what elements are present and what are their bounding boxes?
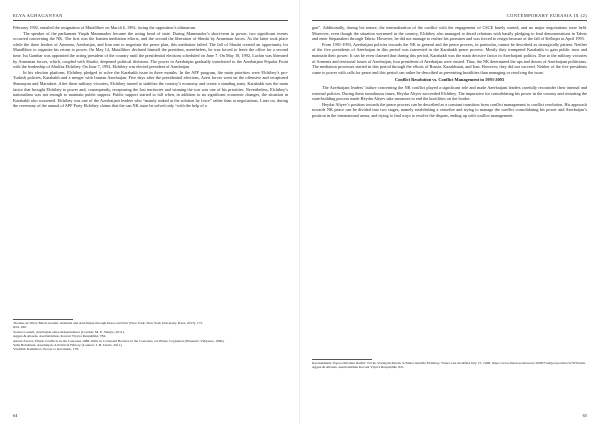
right-body-text — [312, 25, 587, 119]
paragraph: The Azerbaijani leaders’ failure concerning the NK conflict played a significant role and made Azerbaijani leaders carefully reconsider their internal and external policies. During these tumultuous times, Heydar Aliyev succeeded Elchibey. The imperative for consolidating his power in the country and restarting the state-building process made Heydar Aliyev take measures to end the hostilities on the border. — [312, 84, 587, 102]
footnote: Thomas de Waal, Black Garden: Armenia and Azerbaijan through Peace and War (New York: New York University Press, 2013), 175. — [13, 321, 204, 325]
section-heading: Conflict Resolution vs. Conflict Management in 1993-2003 — [394, 77, 505, 83]
right-footnotes — [312, 359, 587, 370]
footnote: Karabakhskiy Vopros Mozhno Reshit’ Tol’ko Voennym Putem, Schitaet Abulfaz Elchibey, Tureri, last modified July 15, 1998, https://www.mzan.az/en/news/1998/7/subject/politics/n/7035.htm. — [312, 361, 586, 365]
left-footnotes — [13, 319, 288, 352]
footnote-rule — [312, 359, 372, 360]
footnote: Suha Bolukbasi, Azerbaijan: A Political History (London: I. B. Tauris, 2011). — [13, 343, 123, 348]
paragraph: gun”. Additionally, during his tenure, the internalization of the conflict with the engagement of CSCE barely started, and no major negotiations were held. Moreover, even though the situation worsened in the country, Elchibey also managed to derail relations with hastily pledging to lead demonstrations in Tabriz and enter Stepanakert through Tabriz. However, he did not manage to realize his promises and was forced to resign because of the fall of Kelbajar in April 1993. — [312, 25, 587, 42]
header-rule-right — [312, 20, 587, 21]
footnote: Aggen & Abasde, Azerbaidzhan, Kavoni Viyeva Respubliki, 784. — [13, 334, 107, 339]
running-header-left: ELYA AGHAGANYAN — [13, 13, 63, 18]
footnote: Alexei Zverev, Ethnic Conflicts in the Caucasus 1988-1994, in Contested Borders in the Caucasus, ed. Bruno Coppieters (Brussels: Vubpress, 1996). — [13, 338, 225, 343]
running-header-right: CONTEMPORARY EURASIA IX (2) — [506, 13, 587, 18]
page-number-right: 65 — [582, 413, 587, 418]
right-page — [300, 0, 600, 424]
paragraph: The speaker of the parliament Yaqub Mammadov became the acting head of state. During Mammadov’s short-term in power, two significant events occurred concerning the NK. The first was the Iranian mediation efforts, and the second the liberation of Shushi by Armenian forces. As the latter took place while the three leaders of Armenia, Azerbaijan, and Iran met to negotiate the peace plan, this mediation failed. The fall of Shushi created an opportunity for Mutallibov to organize his return to power. On May 14, Mutallibov declared himself the president, nonetheless, he was forced to leave the office for a second time. Isa Gambar was appointed the acting president of the country until the presidential elections scheduled on June 7. On May 18, 1992, Lachin was liberated by Armenian forces, which, coupled with Shushi, deepened political divisions. The power in Azerbaijan gradually transferred to the Azerbaijani Popular Front with the leadership of Abulfaz Elchibey. On June 7, 1992, Elchibey was elected president of Azerbaijan. — [13, 30, 288, 70]
paragraph: From 1991-1993, Azerbaijani policies towards the NK in general and the peace process, in particular, cannot be described as strategically patient. Neither of the five presidents of Azerbaijan in this period was interested in the Karabakh peace process. Mostly they trumpeted Karabakh to gain public trust and maintain their power. It can be even claimed that during this period, Karabakh was the main decisive factor in Azerbaijani politics. Due to the military victories of Armenia and territorial losses of Azerbaijan, four presidents of Azerbaijan were ousted. Thus, the NK determined the ups and downs of Azerbaijani politicians. The mediation processes started in this period through the efforts of Russia, Kazakhstan, and Iran. However, they did not succeed. Neither of the five presidents came to power with calls for peace and this period can rather be described as preventing hostilities than managing or resolving the issue. — [312, 41, 587, 75]
left-body-text — [13, 25, 288, 109]
paragraph: In his election platform, Elchibey pledged to solve the Karabakh issue in three months. In the APF program, the main priorities were Elchibey’s pro-Turkish policies, Karabakh and a merger with Iranian Azerbaijan. Five days after the presidential elections, Azeri forces went on the offensive and recaptured Shaumyan and Martakert. After these military victories, Elchibey turned to stabilize the country’s economy and create a standing army. Karabakh was the main factor that brought Elchibey to power and, consequently, recapturing the lost territories and winning the war was one of his priorities. Nevertheless, Elchibey’s nationalism was not enough to maintain public support. Public support started to fall when, in addition to no significant economic changes, the situation in Karabakh also worsened. Elchibey was one of the Azerbaijani leaders who “mainly staked at the solution by force” rather than at negotiations. Later on, during the ceremony of the annual of APF Party Elchibey claims that the can NK issue be solved only “with the help of a — [13, 69, 288, 109]
footnote: Svante Cornell, Azerbaijan since Independence (London: M. E. Sharpe, 2011). — [13, 329, 125, 334]
page-number-left: 64 — [13, 413, 18, 418]
header-rule-left — [13, 20, 288, 21]
footnote: Aggen & Alizade, Azerbaidzhan Kavoni Viyeva Respubliki, 821. — [312, 365, 405, 370]
paragraph: Heydar Aliyev’s position towards the peace process can be described as a constant transition from conflict management to conflict resolution. His approach towards NK peace can be divided into two stages, namely establishing a ceasefire and trying to manage the conflict consolidating his power and Azerbaijan’s position in the international arena, and trying to find ways to resolve the dispute, ending up with conflict management. — [312, 101, 587, 118]
footnote-rule — [13, 319, 73, 320]
footnote: Vladimir Kazimirov, Power to Karabakh, 178. — [13, 347, 79, 352]
footnote: Ibid, 180. — [13, 325, 27, 330]
paragraph: February 1992, entailed the resignation of Mutallibov on March 6, 1992, facing the opposition’s ultimatum. — [13, 25, 196, 30]
